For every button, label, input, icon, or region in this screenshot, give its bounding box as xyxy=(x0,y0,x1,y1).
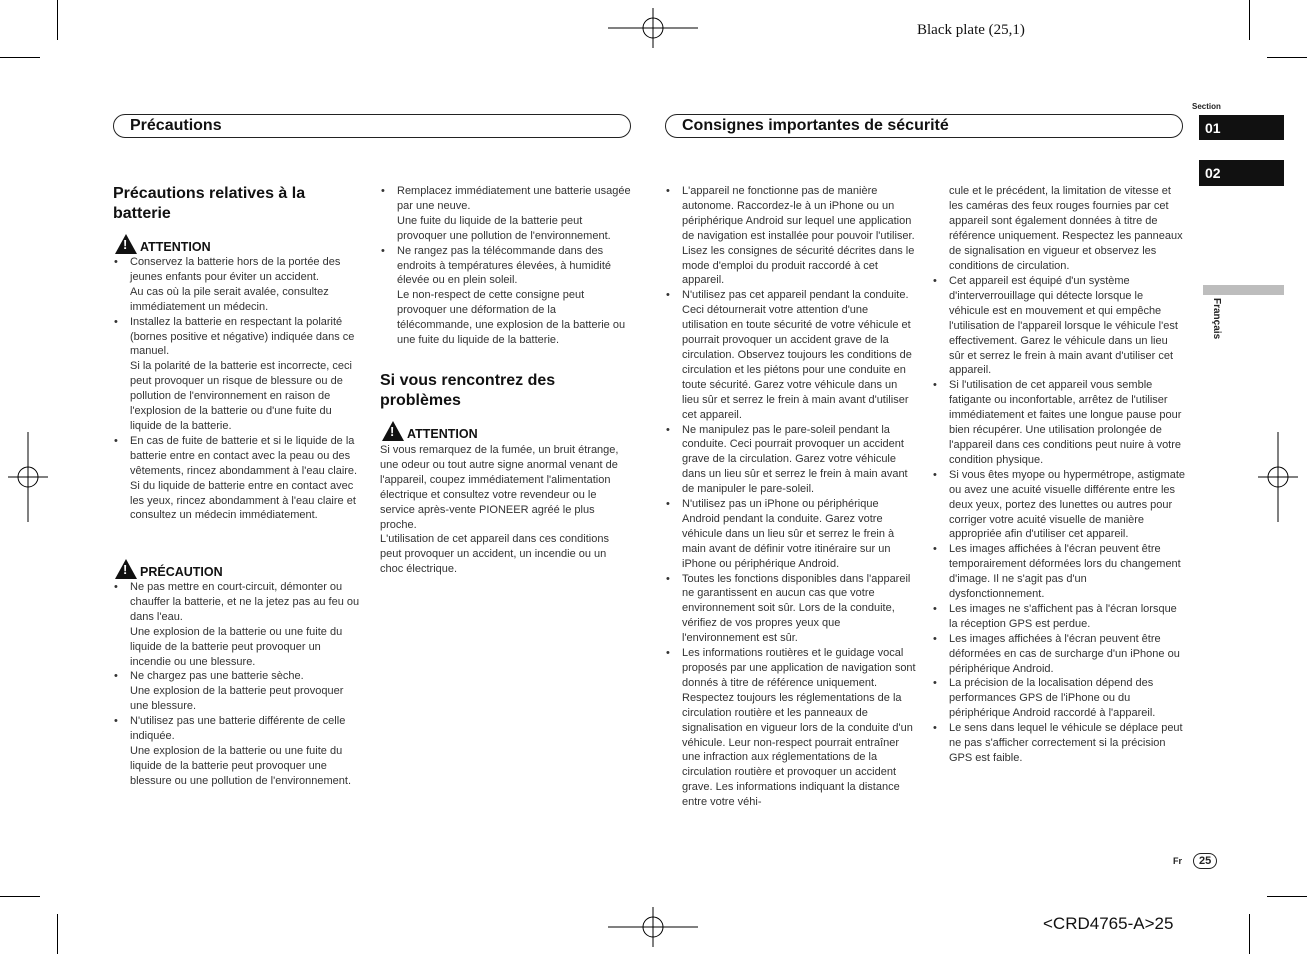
registration-mark-bottom xyxy=(608,907,698,947)
section-tab-01: 01 xyxy=(1199,115,1284,140)
list-item: • Toutes les fonctions disponibles dans l'appareil ne garantissent en aucun cas que votre environnement soit sûr. Lors de la conduite, vérifiez de vos propres yeux que l'environnement est sûr. xyxy=(665,572,917,647)
list-item: • Conservez la batterie hors de la portée des jeunes enfants pour éviter un accident. Au cas où la pile serait avalée, consultez immédiatement un médecin. xyxy=(113,255,365,315)
attention-label: ATTENTION xyxy=(407,427,478,441)
battery-section-title: Précautions relatives à la batterie xyxy=(113,185,306,222)
list-item: • N'utilisez pas une batterie différente de celle indiquée. Une explosion de la batterie ou une fuite du liquide de la batterie peut provoquer une blessure ou une pollution de l'environnement. xyxy=(113,714,363,789)
list-item: • Les images ne s'affichent pas à l'écran lorsque la réception GPS est perdue. xyxy=(932,602,1185,632)
language-tab-bar xyxy=(1203,285,1284,295)
precaution-label: PRÉCAUTION xyxy=(140,565,223,579)
safety-list-2 xyxy=(932,274,1185,766)
list-item: • Si l'utilisation de cet appareil vous semble fatigante ou inconfortable, arrêtez de l'utiliser immédiatement et faites une longue pause pour bien récupérer. Une utilisation prolongée de l'appareil dans ces conditions peut nuire à votre condition physique. xyxy=(932,378,1185,467)
list-item: • Les images affichées à l'écran peuvent être déformées en cas de surcharge d'un iPhone ou périphérique Android. xyxy=(932,632,1185,677)
crop-mark xyxy=(57,914,58,954)
list-item: • L'appareil ne fonctionne pas de manière autonome. Raccordez-le à un iPhone ou un périphérique Android sur lequel une application de navigation est installée pour pouvoir l'utiliser. Lisez les consignes de sécurité décrites dans le mode d'emploi du produit raccordé à cet appareil. xyxy=(665,184,917,288)
problems-section-title: Si vous rencontrez des problèmes xyxy=(380,372,556,409)
list-item: • Ne rangez pas la télécommande dans des endroits à températures élevées, à humidité élevée ou en plein soleil. Le non-respect de cette consigne peut provoquer une déformation de la télécommande, une explosion de la batterie ou une fuite du liquide de la batterie. xyxy=(380,244,632,348)
header-safety: Consignes importantes de sécurité xyxy=(665,114,1183,138)
crop-mark xyxy=(1249,0,1250,40)
header-precautions: Précautions xyxy=(113,114,631,138)
crop-mark xyxy=(0,896,40,897)
attention-label: ATTENTION xyxy=(140,240,211,254)
warning-icon xyxy=(115,559,137,579)
crop-mark xyxy=(1267,57,1307,58)
registration-mark-left xyxy=(8,432,48,522)
list-item: • En cas de fuite de batterie et si le liquide de la batterie entre en contact avec la peau ou des vêtements, rincez abondamment à l'eau claire. Si du liquide de batterie entre en contact avec les yeux, rincez abondamment à l'eau claire et consultez un médecin immédiatement. xyxy=(113,434,365,523)
section-tab-02: 02 xyxy=(1199,160,1284,186)
precaution-heading xyxy=(115,559,223,580)
crop-mark xyxy=(0,57,40,58)
safety-list-1 xyxy=(665,184,917,810)
footer-language: Fr xyxy=(1173,856,1182,866)
list-item: • Ne pas mettre en court-circuit, démonter ou chauffer la batterie, et ne la jetez pas au feu ou dans l'eau. Une explosion de la batterie ou une fuite du liquide de la batterie peut provoquer un incendie ou une blessure. xyxy=(113,580,363,669)
attention-heading-1 xyxy=(115,234,211,255)
registration-mark-top xyxy=(608,8,698,48)
warning-icon xyxy=(382,421,404,441)
page-number: 25 xyxy=(1193,853,1217,869)
list-item: • N'utilisez pas un iPhone ou périphérique Android pendant la conduite. Garez votre véhicule dans un lieu sûr et serrez le frein à main avant de définir votre itinéraire sur un iPhone ou périphérique Android. xyxy=(665,497,917,572)
list-item: • Cet appareil est équipé d'un système d'interverrouillage qui détecte lorsque le véhicule est en mouvement et qui empêche l'utilisation de l'appareil lorsque le véhicule l'est effectivement. Garez le véhicule dans un lieu sûr et serrez le frein à main avant d'utiliser cet appareil. xyxy=(932,274,1185,378)
list-item: • Installez la batterie en respectant la polarité (bornes positive et négative) indiquée dans ce manuel. Si la polarité de la batterie est incorrecte, ceci peut provoquer un risque de blessure ou de pollution de l'environnement en raison de l'explosion de la batterie ou d'une fuite du liquide de la batterie. xyxy=(113,315,365,434)
crop-mark xyxy=(1249,914,1250,954)
list-item: • Remplacez immédiatement une batterie usagée par une neuve. Une fuite du liquide de la batterie peut provoquer une pollution de l'environnement. xyxy=(380,184,632,244)
list-item: • Le sens dans lequel le véhicule se déplace peut ne pas s'afficher correctement si la précision GPS est faible. xyxy=(932,721,1185,766)
crop-mark xyxy=(57,0,58,40)
list-item: • La précision de la localisation dépend des performances GPS de l'iPhone ou du périphérique Android raccordé à l'appareil. xyxy=(932,676,1185,721)
registration-mark-right xyxy=(1258,432,1298,522)
list-item: • Les informations routières et le guidage vocal proposés par une application de navigation sont donnés à titre de référence uniquement. Respectez toujours les réglementations de la circulation routière et les panneaux de signalisation en vigueur lors de la conduite d'un véhicule. Leur non-respect pourrait entraîner une infraction aux réglementations de la circulation routière et provoquer un accident grave. Les informations indiquant la distance entre votre véhi- xyxy=(665,646,917,810)
problems-paragraph-1: Si vous remarquez de la fumée, un bruit étrange, une odeur ou tout autre signe anormal venant de l'appareil, coupez immédiatement l'alimentation électrique et consultez votre revendeur ou le service après-vente PIONEER agréé le plus proche. xyxy=(380,444,619,531)
plate-label: Black plate (25,1) xyxy=(917,22,1025,38)
section-label: Section xyxy=(1192,102,1221,111)
attention-heading-2 xyxy=(382,421,478,442)
document-code: <CRD4765-A>25 xyxy=(1043,914,1174,933)
list-item: • Ne manipulez pas le pare-soleil pendant la conduite. Ceci pourrait provoquer un accident grave de la circulation. Garez votre véhicule dans un lieu sûr et serrez le frein à main avant de manipuler le pare-soleil. xyxy=(665,423,917,498)
crop-mark xyxy=(1267,896,1307,897)
safety-continuation: cule et le précédent, la limitation de vitesse et les caméras des feux rouges fournies par cet appareil sont également données à titre de référence uniquement. Respectez les panneaux de signalisation en vigueur et observez les conditions de circulation. xyxy=(949,185,1183,272)
list-item: • Ne chargez pas une batterie sèche. Une explosion de la batterie peut provoquer une blessure. xyxy=(113,669,363,714)
battery-precaution-list xyxy=(113,580,363,789)
battery-list-continued xyxy=(380,184,632,348)
list-item: • Si vous êtes myope ou hypermétrope, astigmate ou avez une acuité visuelle différente entre les deux yeux, portez des lunettes ou autres pour corriger votre acuité visuelle de manière appropriée afin d'utiliser cet appareil. xyxy=(932,468,1185,543)
list-item: • N'utilisez pas cet appareil pendant la conduite. Ceci détournerait votre attention d'une utilisation en toute sécurité de votre véhicule et pourrait provoquer un accident grave de la circulation. Observez toujours les conditions de circulation et les piétons pour une conduite en toute sécurité. Garez votre véhicule dans un lieu sûr et serrez le frein à main avant d'utiliser cet appareil. xyxy=(665,288,917,422)
battery-attention-list xyxy=(113,255,365,523)
warning-icon xyxy=(115,234,137,254)
language-tab-label: Français xyxy=(1211,298,1222,340)
list-item: • Les images affichées à l'écran peuvent être temporairement déformées lors du changement d'image. Il ne s'agit pas d'un dysfonctionnement. xyxy=(932,542,1185,602)
problems-paragraph-2: L'utilisation de cet appareil dans ces conditions peut provoquer un accident, un incendie ou un choc électrique. xyxy=(380,533,609,575)
